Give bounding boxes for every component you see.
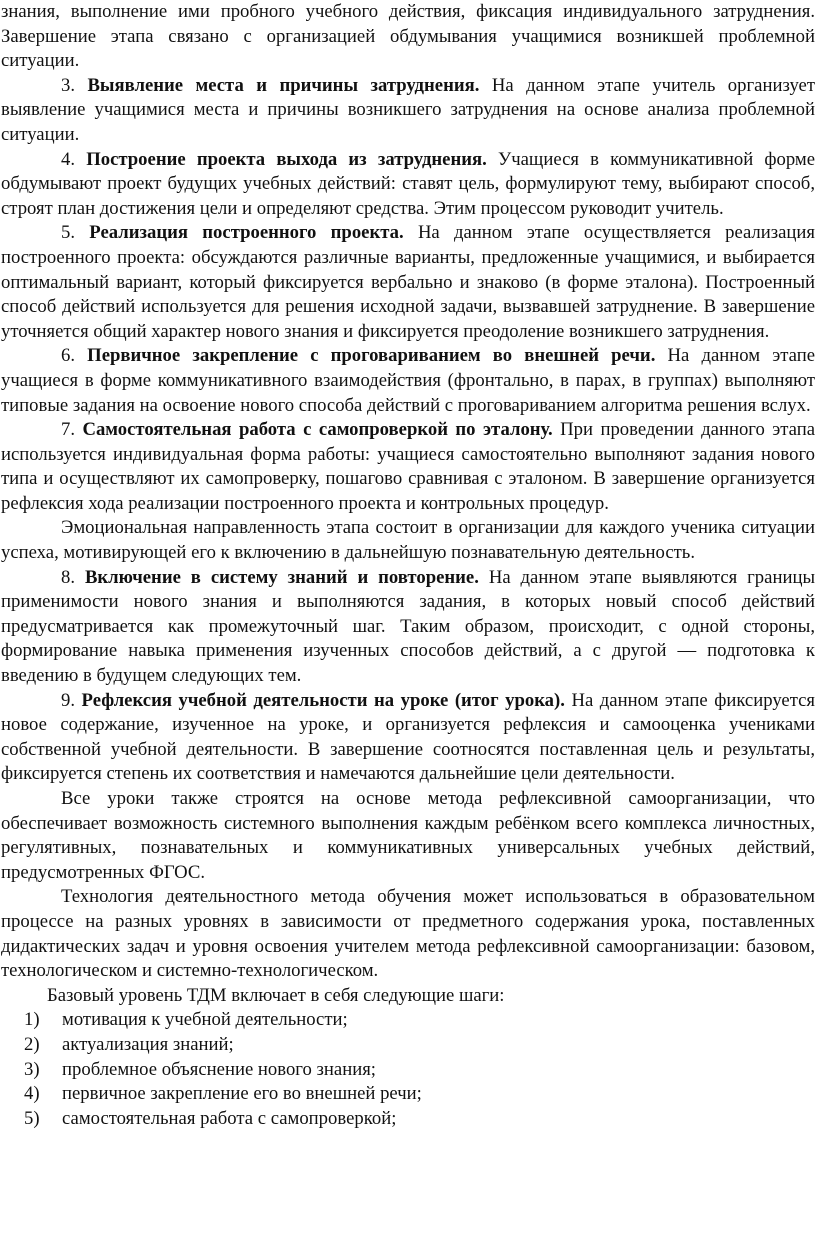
list-item-number: 5) bbox=[24, 1107, 40, 1129]
paragraph-stage-8 bbox=[1, 566, 815, 689]
list-item bbox=[24, 1082, 815, 1107]
list-item-text: актуализация знаний; bbox=[62, 1033, 234, 1055]
list-item bbox=[24, 1107, 815, 1132]
list-item-text: проблемное объяснение нового знания; bbox=[62, 1058, 376, 1080]
stage-number: 5. bbox=[61, 222, 76, 244]
base-level-steps-list bbox=[1, 1008, 815, 1131]
stage-number: 6. bbox=[61, 345, 76, 367]
list-item-number: 4) bbox=[24, 1083, 40, 1105]
paragraph-stage-5 bbox=[1, 221, 815, 344]
stage-title: Первичное закрепление с проговариванием во внешней речи. bbox=[87, 345, 656, 367]
stage-text: На данном этапе учащиеся в форме коммуникативного взаимодействия (фронтально, в парах, в группах) выполняют типовые задания на освоение нового способа действий с проговариванием алгоритма решения вслух. bbox=[1, 345, 816, 416]
stage-number: 9. bbox=[61, 689, 76, 711]
stage-number: 4. bbox=[61, 148, 76, 170]
paragraph-stage-7 bbox=[1, 418, 815, 516]
paragraph-stage-9 bbox=[1, 689, 815, 787]
stage-number: 3. bbox=[61, 74, 76, 96]
stage-title: Рефлексия учебной деятельности на уроке (итог урока). bbox=[81, 689, 565, 711]
list-item bbox=[24, 1033, 815, 1058]
stage-number: 7. bbox=[61, 419, 76, 441]
stage-text: На данном этапе выявляются границы применимости нового знания и выполняются задания, в которых новый способ действий предусматривается как промежуточный шаг. Таким образом, происходит, с одной стороны, формирование навыка применения изученных способов действий, а с другой — подготовка к введению в будущем следующих тем. bbox=[1, 566, 816, 687]
stage-text: На данном этапе фиксируется новое содержание, изученное на уроке, и организуется рефлексия и самооценка учениками собственной учебной деятельности. В завершение соотносятся поставленная цель и результаты, фиксируется степень их соответствия и намечаются дальнейшие цели деятельности. bbox=[1, 689, 815, 785]
stage-text: На данном этапе учитель организует выявление учащимися места и причины возникшего затруднения на основе анализа проблемной ситуации. bbox=[1, 74, 816, 145]
list-item-text: мотивация к учебной деятельности; bbox=[62, 1009, 348, 1031]
paragraph-continuation: знания, выполнение ими пробного учебного действия, фиксация индивидуального затруднения. Завершение этапа связано с организацией обдумывания учащимися возникшей проблемной ситуации. bbox=[1, 1, 815, 72]
paragraph-stage-6 bbox=[1, 344, 815, 418]
stage-title: Реализация построенного проекта. bbox=[89, 222, 404, 244]
paragraph-base-level-intro: Базовый уровень ТДМ включает в себя следующие шаги: bbox=[47, 984, 505, 1006]
stage-text: На данном этапе осуществляется реализация построенного проекта: обсуждаются различные варианты, предложенные учащимися, и выбирается оптимальный вариант, который фиксируется вербально и знаково (в форме эталона). Построенный способ действий используется для решения исходной задачи, вызвавшей затруднение. В завершение уточняется общий характер нового знания и фиксируется преодоление возникшего затруднения. bbox=[1, 222, 816, 342]
paragraph-stage-4 bbox=[1, 148, 815, 222]
stage-title: Выявление места и причины затруднения. bbox=[87, 74, 480, 96]
paragraph-reflexive-method: Все уроки также строятся на основе метода рефлексивной самоорганизации, что обеспечивает возможность системного выполнения каждым ребёнком всего комплекса личностных, регулятивных, познавательных и коммуникативных универсальных учебных действий, предусмотренных ФГОС. bbox=[1, 788, 815, 883]
list-item bbox=[24, 1008, 815, 1033]
stage-text: Учащиеся в коммуникативной форме обдумывают проект будущих учебных действий: ставят цель, формулируют тему, выбирают способ, строят план достижения цели и определяют средства. Этим процессом руководит учитель. bbox=[1, 148, 816, 219]
list-item bbox=[24, 1058, 815, 1083]
stage-title: Построение проекта выхода из затруднения. bbox=[86, 148, 487, 170]
paragraph-stage-3 bbox=[1, 74, 815, 148]
stage-title: Самостоятельная работа с самопроверкой по эталону. bbox=[82, 419, 553, 441]
list-item-text: первичное закрепление его во внешней речи; bbox=[62, 1083, 422, 1105]
stage-text: При проведении данного этапа используется индивидуальная форма работы: учащиеся самостоятельно выполняют задания нового типа и осуществляют их самопроверку, пошагово сравнивая с эталоном. В завершение организуется рефлексия хода реализации построенного проекта и контрольных процедур. bbox=[1, 419, 816, 514]
list-item-number: 3) bbox=[24, 1058, 40, 1080]
paragraph-technology-levels: Технология деятельностного метода обучения может использоваться в образовательном процессе на разных уровнях в зависимости от предметного содержания урока, поставленных дидактических задач и уровня освоения учителем метода рефлексивной самоорганизации: базовом, технологическом и системно-технологическом. bbox=[1, 886, 815, 982]
stage-number: 8. bbox=[61, 566, 76, 588]
paragraph-emotional-focus: Эмоциональная направленность этапа состоит в организации для каждого ученика ситуации успеха, мотивирующей его к включению в дальнейшую познавательную деятельность. bbox=[1, 517, 815, 564]
list-item-number: 2) bbox=[24, 1033, 40, 1055]
list-item-text: самостоятельная работа с самопроверкой; bbox=[62, 1107, 397, 1129]
list-item-number: 1) bbox=[24, 1009, 40, 1031]
stage-title: Включение в систему знаний и повторение. bbox=[84, 566, 479, 588]
